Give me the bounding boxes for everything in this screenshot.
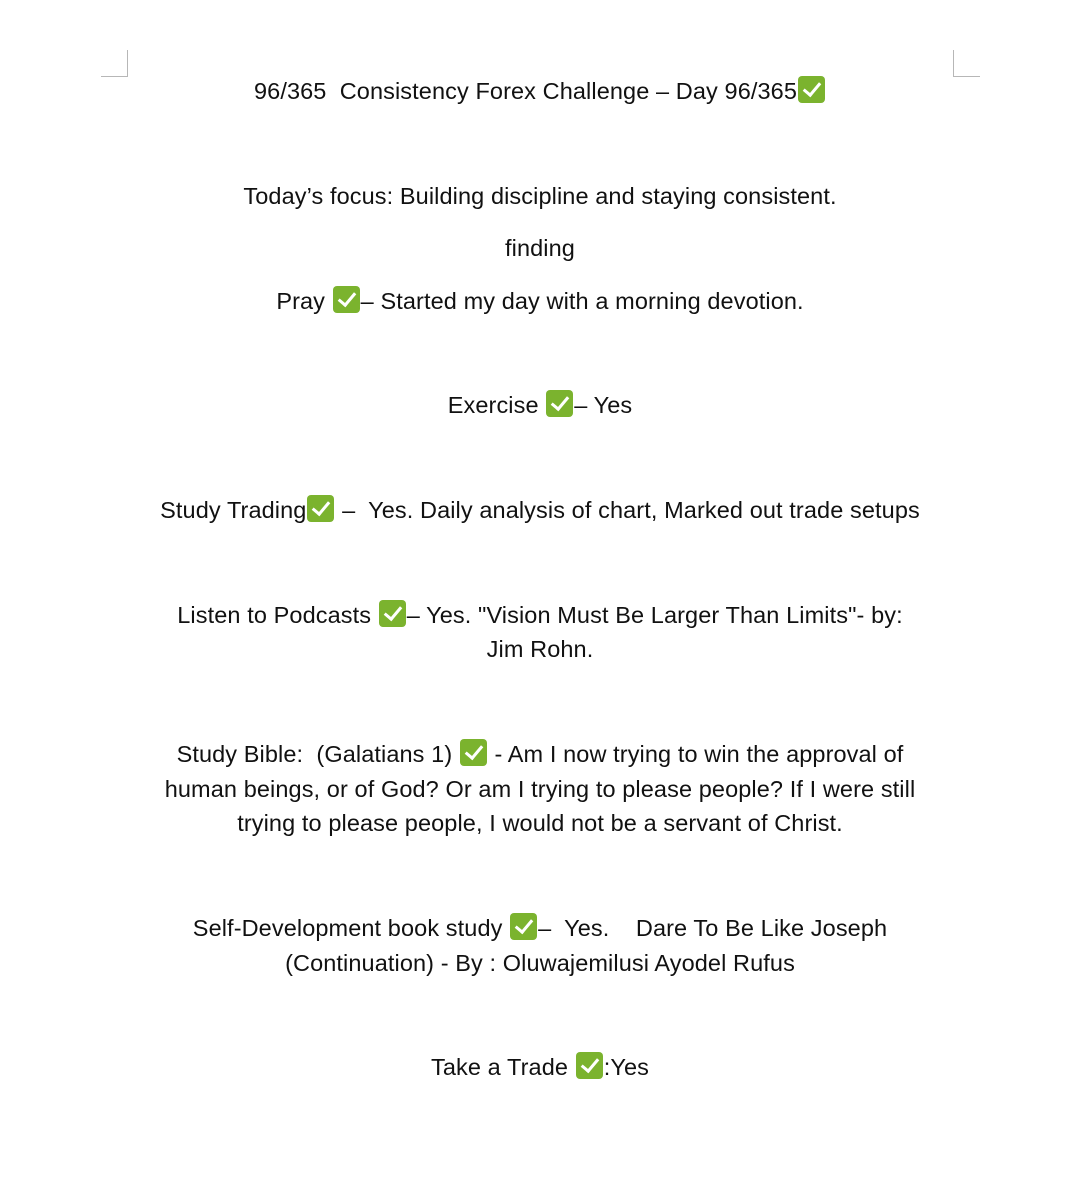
check-mark-icon (307, 495, 334, 522)
self-development-text: – Yes. Dare To Be Like Joseph (538, 915, 888, 941)
bible-line (120, 737, 960, 772)
check-mark-icon (798, 76, 825, 103)
exercise-line (120, 388, 960, 423)
title-text: 96/365 Consistency Forex Challenge – Day 96/365 (253, 78, 798, 104)
podcasts-line (120, 598, 960, 633)
check-mark-icon (333, 286, 360, 313)
trade-line (120, 1050, 960, 1085)
self-development-line-2: (Continuation) - By : Oluwajemilusi Ayodel Rufus (285, 950, 795, 976)
exercise-text: – Yes (574, 392, 633, 418)
check-mark-icon (510, 913, 537, 940)
bible-label: Study Bible: (Galatians 1) (176, 741, 459, 767)
podcasts-label: Listen to Podcasts (177, 602, 378, 628)
study-trading-label: Study Trading (160, 497, 307, 523)
podcasts-line-2: Jim Rohn. (486, 636, 594, 662)
margin-corner-marker-left (101, 50, 128, 77)
study-trading-text: – Yes. Daily analysis of chart, Marked out trade setups (335, 497, 920, 523)
check-mark-icon (546, 390, 573, 417)
pray-line (120, 284, 960, 319)
document-title (120, 74, 960, 109)
check-mark-icon (576, 1052, 603, 1079)
pray-text: – Started my day with a morning devotion. (360, 288, 804, 314)
trade-label: Take a Trade (431, 1054, 575, 1080)
pray-label: Pray (276, 288, 332, 314)
check-mark-icon (379, 600, 406, 627)
bible-line-3: trying to please people, I would not be a servant of Christ. (237, 810, 843, 836)
margin-corner-marker-right (953, 50, 980, 77)
finding-line: finding (505, 235, 575, 261)
check-mark-icon (460, 739, 487, 766)
self-development-line (120, 911, 960, 946)
bible-text: - Am I now trying to win the approval of (487, 741, 904, 767)
study-trading-line (120, 493, 960, 528)
bible-line-2: human beings, or of God? Or am I trying to please people? If I were still (164, 776, 916, 802)
exercise-label: Exercise (447, 392, 546, 418)
focus-line: Today’s focus: Building discipline and staying consistent. (243, 183, 837, 209)
trade-text: :Yes (603, 1054, 649, 1080)
self-development-label: Self-Development book study (192, 915, 510, 941)
podcasts-text: – Yes. "Vision Must Be Larger Than Limits"- by: (406, 602, 903, 628)
